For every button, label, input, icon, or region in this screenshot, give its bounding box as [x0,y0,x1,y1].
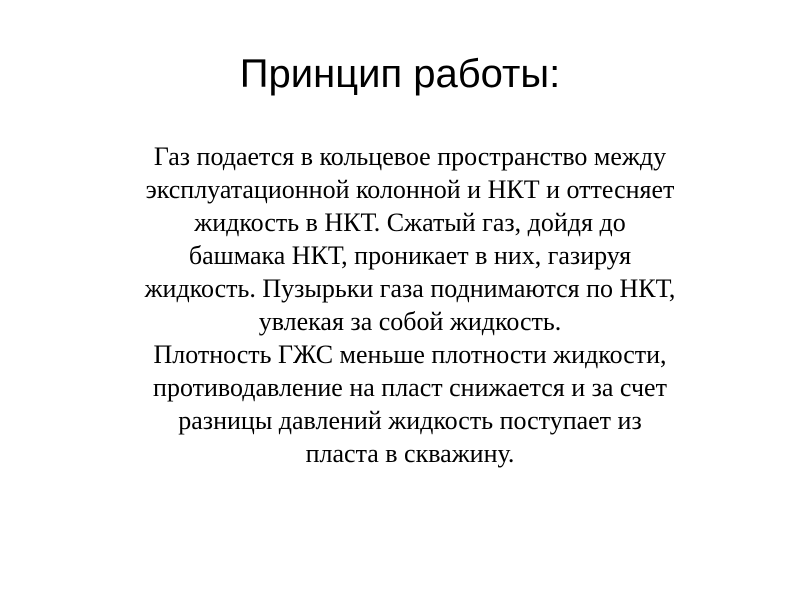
paragraph-1-line-3: жидкость в НКТ. Сжатый газ, дойдя до [194,208,626,237]
slide-title: Принцип работы: [239,52,561,96]
paragraph-1-line-5: жидкость. Пузырьки газа поднимаются по НКТ, [144,274,676,303]
paragraph-2 [60,338,760,470]
slide-body [60,140,760,470]
paragraph-1-line-6: увлекая за собой жидкость. [258,307,562,336]
paragraph-2-line-4: пласта в скважину. [305,439,515,468]
paragraph-1-line-4: башмака НКТ, проникает в них, газируя [188,241,632,270]
paragraph-1-line-2: эксплуатационной колонной и НКТ и оттесняет [145,175,675,204]
paragraph-2-line-1: Плотность ГЖС меньше плотности жидкости, [153,340,667,369]
paragraph-1-line-1: Газ подается в кольцевое пространство между [153,142,667,171]
paragraph-2-line-2: противодавление на пласт снижается и за счет [153,373,667,402]
paragraph-2-line-3: разницы давлений жидкость поступает из [178,406,642,435]
paragraph-1 [60,140,760,338]
